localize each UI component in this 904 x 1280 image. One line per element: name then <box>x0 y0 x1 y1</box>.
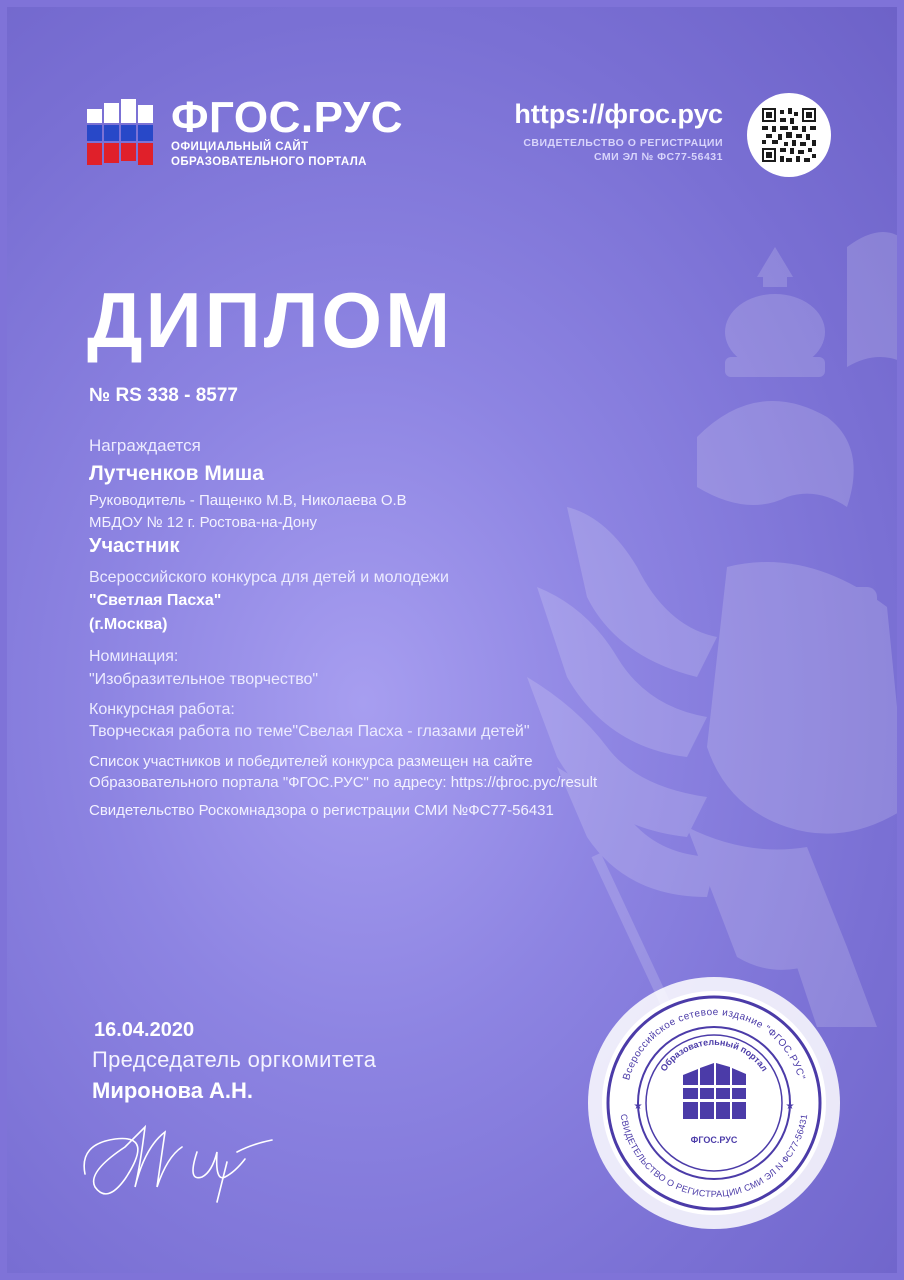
qr-code-icon <box>762 108 816 162</box>
institution: МБДОУ № 12 г. Ростова-на-Дону <box>89 514 318 531</box>
nomination-label: Номинация: <box>89 648 179 665</box>
brand-subtitle-line1: ОФИЦИАЛЬНЫЙ САЙТ <box>171 141 309 153</box>
seal-outer-text-bottom: СВИДЕТЕЛЬСТВО О РЕГИСТРАЦИИ СМИ ЭЛ N ФС77-56431 <box>618 1113 810 1199</box>
seal-bottom-label: ФГОС.РУС <box>690 1135 738 1145</box>
brand-subtitle-line2: ОБРАЗОВАТЕЛЬНОГО ПОРТАЛА <box>171 156 367 168</box>
results-list-line1: Список участников и победителей конкурса размещен на сайте <box>89 753 533 770</box>
participant-status: Участник <box>89 535 180 557</box>
brand-subtitle <box>171 140 367 170</box>
signature-icon <box>77 1112 277 1207</box>
recipient-name: Лутченков Миша <box>89 462 264 485</box>
contest-description: Всероссийского конкурса для детей и молодежи <box>89 569 449 586</box>
roskomnadzor-registration: Свидетельство Роскомнадзора о регистрации СМИ №ФС77-56431 <box>89 802 554 819</box>
svg-text:★: ★ <box>633 1101 643 1112</box>
diploma-number: № RS 338 - 8577 <box>89 385 238 406</box>
brand-name: ФГОС.РУС <box>171 93 404 142</box>
work-label: Конкурсная работа: <box>89 701 235 718</box>
svg-text:★: ★ <box>785 1101 795 1112</box>
site-url[interactable]: https://фгос.рус <box>514 99 723 129</box>
qr-code[interactable] <box>747 93 831 177</box>
seal-inner-text: Образовательный портал <box>658 1036 770 1074</box>
supervisor: Руководитель - Пащенко М.В, Николаева О.В <box>89 492 407 509</box>
work-value: Творческая работа по теме"Свелая Пасха - глазами детей" <box>89 723 530 740</box>
awarded-label: Награждается <box>89 436 201 455</box>
contest-name: "Светлая Пасха" <box>89 592 222 609</box>
seal-outer-text: Всероссийское сетевое издание "ФГОС.РУС" <box>621 1006 807 1082</box>
results-list-line2: Образовательного портала "ФГОС.РУС" по адресу: https://фгос.рус/result <box>89 774 598 791</box>
contest-city: (г.Москва) <box>89 616 168 633</box>
registration-line1: СВИДЕТЕЛЬСТВО О РЕГИСТРАЦИИ <box>523 137 723 149</box>
registration-line2: СМИ ЭЛ № ФС77-56431 <box>593 151 723 163</box>
chair-name: Миронова А.Н. <box>92 1078 254 1103</box>
chair-title: Председатель оргкомитета <box>92 1047 377 1072</box>
registration-info <box>523 136 723 164</box>
eagle-emblem-watermark <box>527 207 904 1027</box>
diploma-title: ДИПЛОМ <box>87 276 454 364</box>
logo-flag-icon <box>87 99 155 167</box>
issue-date: 16.04.2020 <box>94 1019 195 1041</box>
nomination-value: "Изобразительное творчество" <box>89 671 319 688</box>
portal-seal-stamp <box>586 975 842 1231</box>
